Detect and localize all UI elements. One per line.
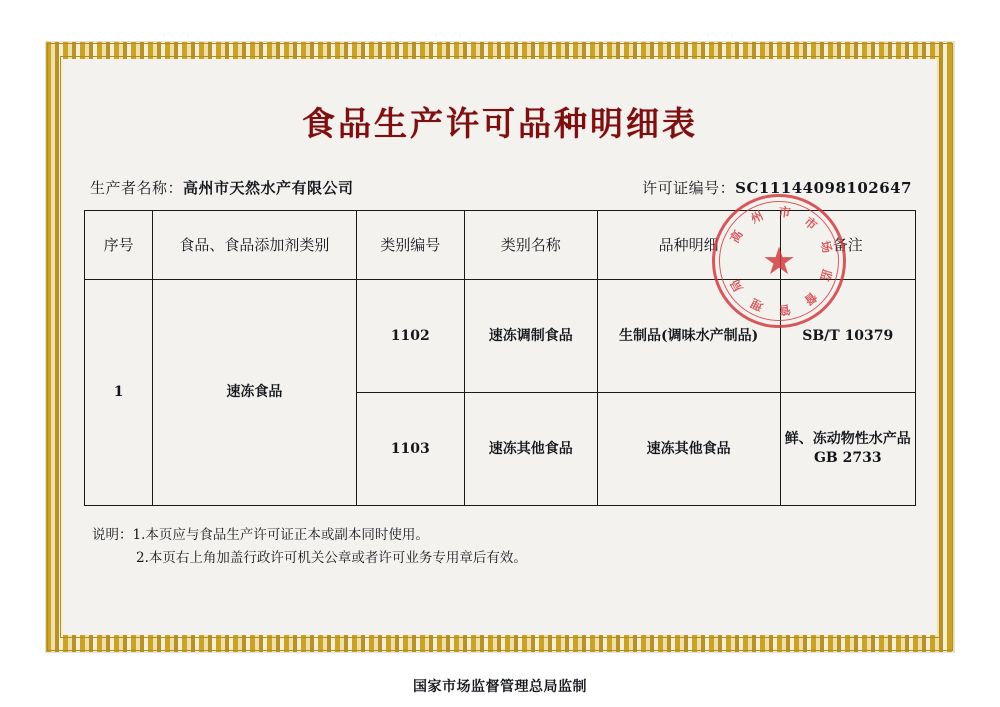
header-code: 类别编号 [356, 211, 464, 280]
producer-value: 高州市天然水产有限公司 [183, 179, 354, 197]
producer-field [90, 177, 354, 198]
notes-line-2: 2.本页右上角加盖行政许可机关公章或者许可业务专用章后有效。 [136, 549, 527, 566]
cell-name: 速冻其他食品 [464, 393, 597, 506]
producer-label: 生产者名称： [90, 179, 184, 197]
cell-note: 鲜、冻动物性水产品 GB 2733 [780, 393, 915, 506]
notes-line-1: 1.本页应与食品生产许可证正本或副本同时使用。 [132, 527, 429, 543]
notes-line-2-row [92, 547, 916, 570]
product-detail-table [84, 210, 916, 506]
seal-ring-text: 高 州 市 市 场 监 督 管 理 局 [727, 204, 835, 318]
certificate-sheet [46, 42, 954, 652]
meta-row [84, 177, 916, 198]
notes-label: 说明： [92, 527, 133, 543]
table-row [85, 280, 916, 393]
header-spec: 品种明细 [597, 211, 780, 280]
table-header-row [85, 211, 916, 280]
notes-block [84, 524, 916, 570]
notes-first-line [92, 524, 916, 547]
cell-note: SB/T 10379 [780, 280, 915, 393]
header-note: 备注 [780, 211, 915, 280]
cell-name: 速冻调制食品 [464, 280, 597, 393]
cell-code: 1103 [356, 393, 464, 506]
header-seq: 序号 [85, 211, 153, 280]
cell-category: 速冻食品 [153, 280, 357, 506]
seal-star-glyph: ★ [761, 239, 797, 283]
license-field [642, 177, 912, 198]
license-label: 许可证编号： [642, 179, 736, 197]
cell-seq: 1 [85, 280, 153, 506]
header-category: 食品、食品添加剂类别 [153, 211, 357, 280]
header-name: 类别名称 [464, 211, 597, 280]
cell-spec: 速冻其他食品 [597, 393, 780, 506]
license-number-value: SC11144098102647 [735, 179, 912, 197]
cell-spec: 生制品(调味水产制品) [597, 280, 780, 393]
cell-code: 1102 [356, 280, 464, 393]
page-title: 食品生产许可品种明细表 [302, 104, 698, 143]
footer-text: 国家市场监督管理总局监制 [413, 679, 587, 695]
certificate-content [84, 72, 916, 626]
